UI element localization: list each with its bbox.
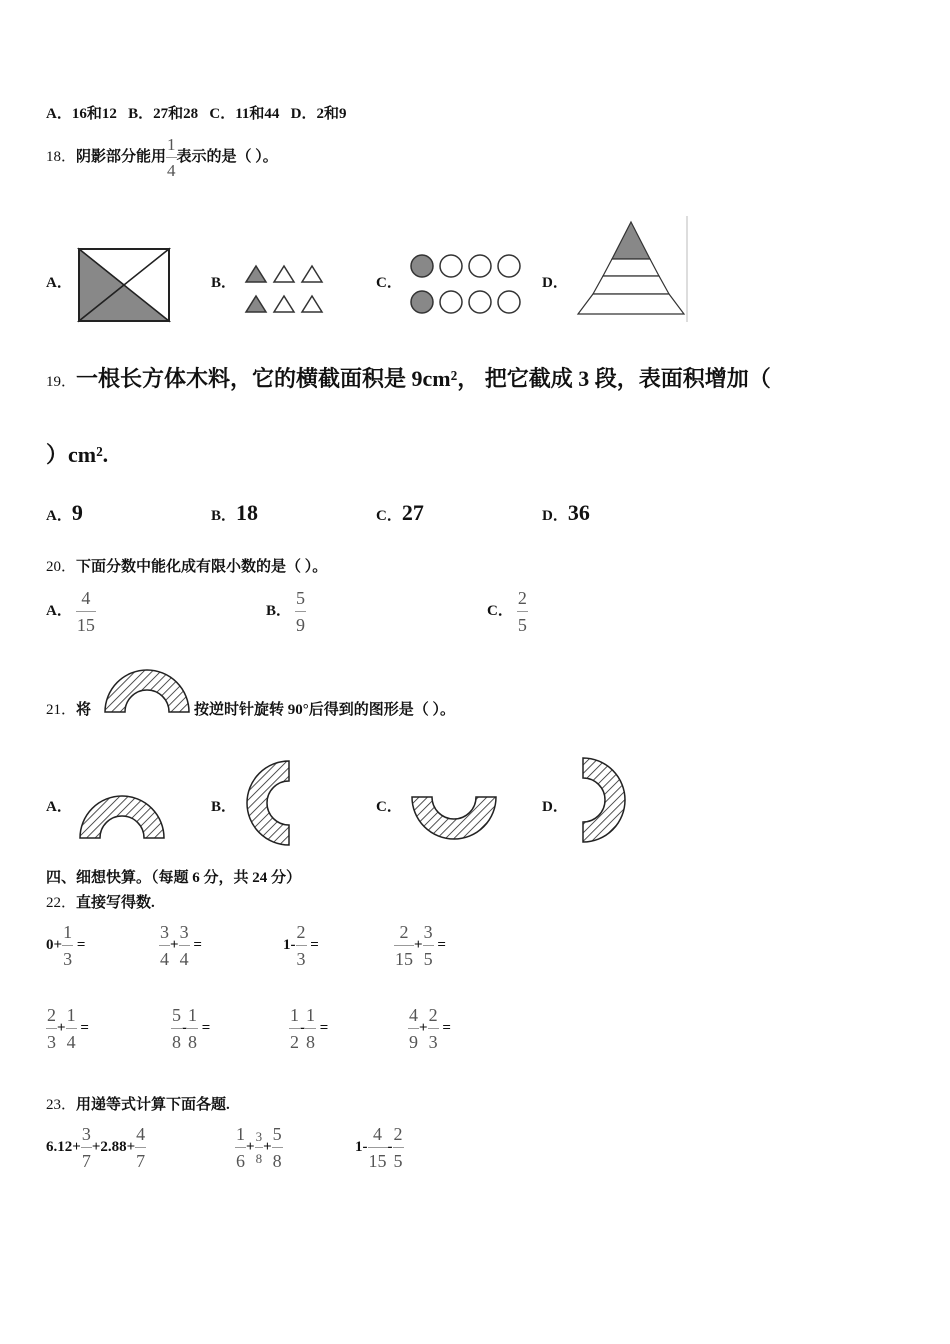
operator: + [170, 936, 179, 953]
denominator: 9 [408, 1028, 419, 1051]
q17-option-a[interactable]: A．16和12 [46, 106, 117, 122]
denominator: 8 [255, 1147, 264, 1165]
operator: + [246, 1138, 255, 1155]
denominator: 4 [166, 157, 177, 179]
denominator: 3 [296, 945, 307, 968]
option-label: C． [376, 508, 402, 524]
q22-item-5 [46, 1006, 89, 1051]
numerator: 5 [272, 1124, 282, 1144]
expr-fraction [423, 923, 434, 968]
numerator: 1 [236, 1124, 245, 1144]
numerator: 2 [47, 1005, 56, 1025]
denominator: 9 [295, 611, 306, 634]
q18-option-a-square[interactable] [78, 248, 170, 322]
q21-option-b-arch-left[interactable] [245, 760, 291, 846]
q18-label-b[interactable]: B． [211, 275, 237, 291]
expr-fraction [394, 923, 414, 968]
expr-fraction [408, 1006, 419, 1051]
question-number: 18． [46, 148, 77, 165]
expr-fraction [428, 1006, 439, 1051]
equals-sign: = [442, 1019, 451, 1036]
equals-sign: = [201, 1019, 211, 1036]
question-number: 20． [46, 559, 77, 575]
denominator: 8 [187, 1028, 198, 1051]
q22-question [46, 891, 155, 912]
denominator: 8 [272, 1147, 283, 1170]
q22-item-6 [171, 1006, 210, 1051]
equals-sign: = [193, 936, 202, 953]
equals-sign: = [437, 936, 446, 953]
denominator: 8 [305, 1028, 316, 1051]
option-label: C． [487, 603, 513, 620]
expr-fraction [187, 1006, 198, 1051]
question-number: 19． [46, 374, 77, 390]
numerator: 1 [306, 1005, 315, 1025]
q23-expression-1 [46, 1125, 146, 1170]
expr-fraction [159, 923, 170, 968]
expr-fraction [368, 1125, 388, 1170]
expr-fraction [296, 923, 307, 968]
q19-option-d[interactable] [542, 500, 590, 526]
q19-text: 一根长方体木料，它的横截面积是 9cm²， 把它截成 3 段，表面积增加（ [76, 366, 771, 391]
denominator: 3 [428, 1028, 439, 1051]
expr-fraction [272, 1125, 283, 1170]
question-number: 22． [46, 895, 77, 911]
q20-question [46, 555, 327, 576]
numerator: 3 [423, 922, 433, 942]
expr-fraction [289, 1006, 300, 1051]
option-label: A． [46, 603, 72, 620]
expr-fraction [46, 1006, 57, 1051]
expr-fraction [235, 1125, 246, 1170]
numerator: 3 [81, 1124, 91, 1144]
option-label: A． [46, 508, 72, 524]
denominator: 5 [517, 611, 528, 634]
operator: + [57, 1019, 66, 1036]
operator: - [387, 1138, 393, 1155]
numerator: 1 [63, 922, 73, 942]
q17-option-b[interactable]: B．27和28 [128, 106, 199, 122]
q21-source-arch [104, 668, 190, 714]
expr-fraction [135, 1125, 146, 1170]
expr-fraction [255, 1130, 264, 1165]
question-number: 23． [46, 1097, 77, 1113]
denominator: 15 [368, 1147, 388, 1170]
expr-part: +2.88+ [91, 1138, 136, 1155]
operator: + [263, 1138, 272, 1155]
expr-prefix: 1- [283, 936, 296, 953]
q18-option-b-triangles[interactable] [245, 264, 325, 316]
denominator: 7 [135, 1147, 146, 1170]
q22-item-2 [159, 923, 202, 968]
q21-option-c-arch-down[interactable] [411, 796, 497, 842]
expr-prefix: 0+ [46, 936, 63, 953]
denominator: 3 [62, 945, 73, 968]
q19-option-c[interactable] [376, 500, 424, 526]
numerator: 2 [296, 922, 306, 942]
q21-label-a[interactable]: A． [46, 799, 72, 815]
expr-fraction [171, 1006, 182, 1051]
option-value: 36 [567, 500, 590, 525]
q21-text-post: 按逆时针旋转 90°后得到的图形是（ ）。 [194, 702, 456, 718]
numerator: 4 [373, 1124, 382, 1144]
q21-number [46, 698, 91, 719]
operator: + [419, 1019, 428, 1036]
numerator: 3 [160, 922, 169, 942]
equals-sign: = [76, 936, 86, 953]
denominator: 8 [171, 1028, 182, 1051]
section4-title: 四、细想快算。（每题 6 分，共 24 分） [46, 870, 302, 886]
option-value: 18 [236, 500, 259, 525]
q21-label-b[interactable]: B． [211, 799, 237, 815]
numerator: 4 [136, 1124, 146, 1144]
q20-option-b[interactable] [266, 589, 306, 634]
numerator: 2 [517, 588, 527, 608]
q18-label-c[interactable]: C． [376, 275, 402, 291]
q21-option-d-arch-right[interactable] [582, 757, 628, 843]
option-fraction [517, 589, 528, 634]
operator: - [300, 1019, 305, 1036]
numerator: 1 [290, 1005, 299, 1025]
q19-option-a[interactable] [46, 500, 83, 526]
equals-sign: = [310, 936, 319, 953]
q18-label-a[interactable]: A． [46, 275, 72, 291]
denominator: 15 [394, 945, 414, 968]
denominator: 2 [289, 1028, 300, 1051]
option-fraction [295, 589, 306, 634]
option-fraction [76, 589, 96, 634]
operator: + [414, 936, 423, 953]
denominator: 4 [159, 945, 170, 968]
numerator: 2 [393, 1124, 403, 1144]
q19-question-line1 [46, 362, 771, 393]
q21-option-a-arch-up[interactable] [79, 794, 165, 840]
q17-options [46, 102, 346, 123]
q17-option-d[interactable]: D．2和9 [290, 106, 347, 122]
q22-item-8 [408, 1006, 451, 1051]
q18-option-c-circles[interactable] [409, 254, 525, 316]
numerator: 4 [81, 588, 91, 608]
option-label: B． [211, 508, 237, 524]
q23-text: 用递等式计算下面各题. [76, 1097, 230, 1113]
q21-label-c[interactable]: C． [376, 799, 402, 815]
q18-question [46, 136, 278, 179]
option-label: D． [542, 508, 568, 524]
numerator: 2 [428, 1005, 438, 1025]
q18-label-d[interactable]: D． [542, 275, 568, 291]
numerator: 2 [399, 922, 409, 942]
option-value: 27 [401, 500, 424, 525]
q22-item-7 [289, 1006, 328, 1051]
question-number: 21． [46, 702, 77, 718]
q20-text: 下面分数中能化成有限小数的是（ ）。 [76, 559, 328, 575]
q20-option-a[interactable] [46, 589, 96, 634]
q21-text-pre: 将 [76, 702, 92, 718]
q22-text: 直接写得数. [76, 895, 155, 911]
denominator: 7 [81, 1147, 92, 1170]
numerator: 5 [296, 588, 306, 608]
expr-fraction [81, 1125, 92, 1170]
denominator: 5 [423, 945, 434, 968]
numerator: 5 [172, 1005, 181, 1025]
q19-option-b[interactable] [211, 500, 258, 526]
operator: - [182, 1019, 187, 1036]
q21-label-d[interactable]: D． [542, 799, 568, 815]
denominator: 4 [66, 1028, 77, 1051]
expr-fraction [62, 923, 73, 968]
q23-expression-2 [235, 1125, 283, 1170]
q22-item-3 [283, 923, 319, 968]
q23-question [46, 1093, 230, 1114]
numerator: 1 [188, 1005, 197, 1025]
denominator: 4 [179, 945, 190, 968]
denominator: 5 [393, 1147, 404, 1170]
denominator: 3 [46, 1028, 57, 1051]
numerator: 3 [255, 1129, 263, 1144]
q20-option-c[interactable] [487, 589, 528, 634]
q18-option-d-pyramid[interactable] [576, 216, 690, 322]
denominator: 15 [76, 611, 96, 634]
expr-fraction [66, 1006, 77, 1051]
q19-question-line2: ）cm². [46, 442, 109, 467]
q18-text-pre: 阴影部分能用 [76, 148, 167, 165]
denominator: 6 [235, 1147, 246, 1170]
q22-item-1 [46, 923, 85, 968]
numerator: 1 [66, 1005, 76, 1025]
expr-part: 6.12+ [46, 1138, 81, 1155]
equals-sign: = [319, 1019, 329, 1036]
numerator: 3 [179, 922, 189, 942]
expr-fraction [305, 1006, 316, 1051]
numerator: 4 [409, 1005, 418, 1025]
expr-fraction [179, 923, 190, 968]
expr-fraction [393, 1125, 404, 1170]
q18-fraction [166, 136, 177, 179]
q17-option-c[interactable]: C．11和44 [209, 106, 280, 122]
expr-part: 1- [355, 1138, 368, 1155]
option-label: B． [266, 603, 292, 620]
numerator: 1 [167, 135, 176, 154]
q23-expression-3 [355, 1125, 404, 1170]
equals-sign: = [80, 1019, 89, 1036]
q18-text-post: 表示的是（ ）。 [176, 148, 278, 165]
option-value: 9 [71, 500, 83, 525]
q22-item-4 [394, 923, 446, 968]
